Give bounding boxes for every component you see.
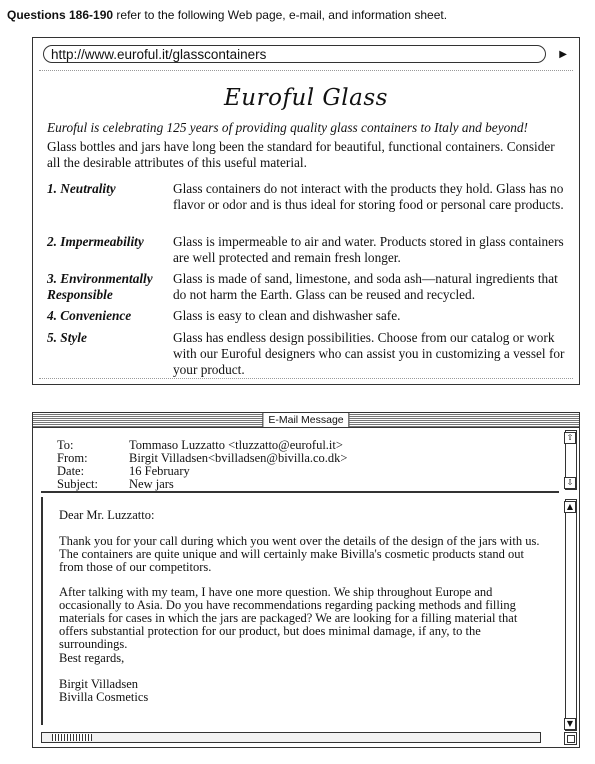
divider xyxy=(39,70,573,71)
horizontal-scrollbar[interactable] xyxy=(41,732,541,743)
body-paragraph: Thank you for your call during which you went over the details of the design of the jars with us. The containers are quite unique and will certainly make Bivilla's cosmetic products stand out from those of our competitors. xyxy=(59,534,540,574)
subject-value: New jars xyxy=(129,477,174,491)
intro-text: Glass bottles and jars have long been the standard for beautiful, functional containers. Consider all the desirable attributes of this useful material. xyxy=(47,139,555,170)
go-arrow-icon[interactable]: ▶ xyxy=(559,49,567,60)
sender-company: Bivilla Cosmetics xyxy=(59,690,149,704)
from-value: Birgit Villadsen<bvilladsen@bivilla.co.dk> xyxy=(129,451,348,465)
body-paragraph: After talking with my team, I have one more question. We ship throughout Europe and occasionally to Asia. Do you have recommendations regarding packing methods and filling materials for cases in which the jars are packaged? We are looking for a filling material that offers substantial protection for our product, but does minimal damage, if any, to the surroundings. xyxy=(59,585,518,651)
attribute-desc: Glass is made of sand, limestone, and soda ash—natural ingredients that do not harm the Earth. Glass can be reused and recycled. xyxy=(173,271,558,302)
question-range: Questions 186-190 xyxy=(7,8,114,22)
subject-label: Subject: xyxy=(57,477,98,491)
scroll-thumb[interactable] xyxy=(52,734,92,741)
scroll-down-icon[interactable]: ▼ xyxy=(564,718,576,730)
email-header xyxy=(41,429,559,493)
greeting: Dear Mr. Luzzatto: xyxy=(59,508,155,522)
attribute-desc: Glass is easy to clean and dishwasher safe. xyxy=(173,308,401,323)
divider xyxy=(39,378,573,379)
from-label: From: xyxy=(57,451,88,465)
sender-name: Birgit Villadsen xyxy=(59,677,138,691)
attribute-desc: Glass containers do not interact with the products they hold. Glass has no flavor or odor and is thus ideal for storing food or personal care products. xyxy=(173,181,564,212)
scroll-up-icon[interactable]: ⇧ xyxy=(564,432,576,444)
to-value: Tommaso Luzzatto <tluzzatto@euroful.it> xyxy=(129,438,343,452)
to-label: To: xyxy=(57,438,74,452)
attribute-name: 2. Impermeability xyxy=(47,234,144,249)
attribute-desc: Glass has endless design possibilities. Choose from our catalog or work with our Euroful designers who can assist you in customizing a vessel for your product. xyxy=(173,330,565,377)
title-bar[interactable] xyxy=(33,413,579,428)
attribute-name: 4. Convenience xyxy=(47,308,132,323)
question-instruction: refer to the following Web page, e-mail, and information sheet. xyxy=(116,8,448,22)
date-value: 16 February xyxy=(129,464,190,478)
date-label: Date: xyxy=(57,464,85,478)
email-window xyxy=(32,412,580,748)
url-bar[interactable]: http://www.euroful.it/glasscontainers xyxy=(43,45,546,63)
web-page-panel xyxy=(32,37,580,385)
attribute-name: 1. Neutrality xyxy=(47,181,116,196)
attribute-desc: Glass is impermeable to air and water. Products stored in glass containers are well protected and remain fresh longer. xyxy=(173,234,564,265)
window-title: E-Mail Message xyxy=(262,413,349,427)
scroll-up-icon[interactable]: ▲ xyxy=(564,501,576,513)
body-scrollbar[interactable] xyxy=(565,499,577,731)
email-body xyxy=(41,497,561,725)
tagline: Euroful is celebrating 125 years of providing quality glass containers to Italy and beyond! xyxy=(47,120,528,135)
scroll-down-icon[interactable]: ⇩ xyxy=(564,477,576,489)
question-header xyxy=(7,8,447,22)
attribute-name: 3. Environmentally Responsible xyxy=(47,271,153,302)
page-title: Euroful Glass xyxy=(224,85,388,111)
attribute-name: 5. Style xyxy=(47,330,87,345)
resize-icon[interactable] xyxy=(564,732,577,745)
closing: Best regards, xyxy=(59,651,125,665)
